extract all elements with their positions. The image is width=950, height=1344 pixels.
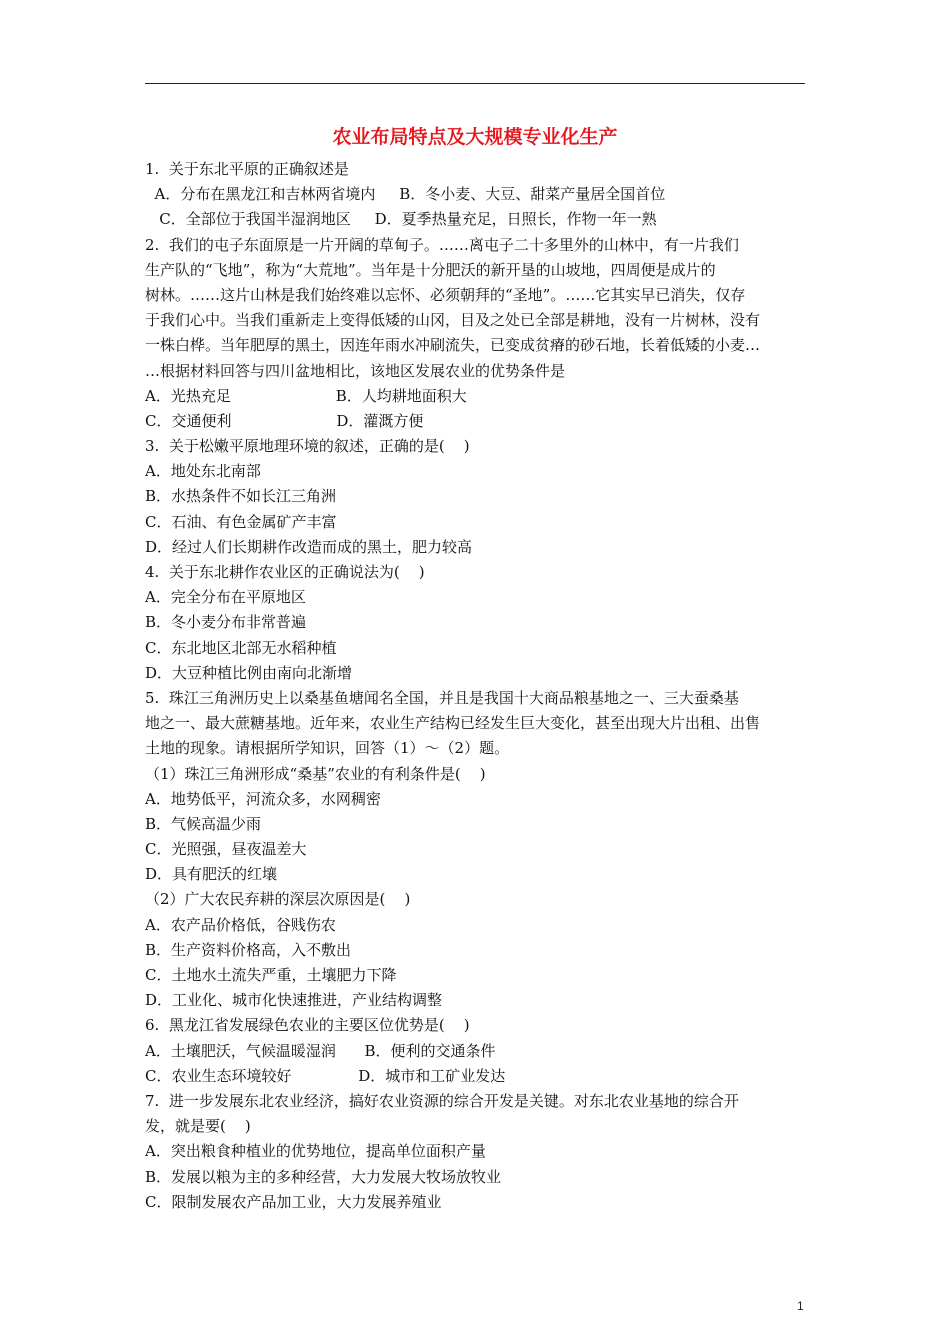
text-line: 树林。……这片山林是我们始终难以忘怀、必须朝拜的“圣地”。……它其实早已消失，仅存 (145, 285, 746, 304)
text-line: （1）珠江三角洲形成“桑基”农业的有利条件是( ) (145, 764, 486, 783)
text-line: A．农产品价格低，谷贱伤农 (145, 915, 336, 934)
text-line: B．水热条件不如长江三角洲 (145, 487, 337, 506)
text-line: A．土壤肥沃，气候温暖湿润 B．便利的交通条件 (145, 1041, 496, 1060)
text-line: A．分布在黑龙江和吉林两省境内 B．冬小麦、大豆、甜菜产量居全国首位 (145, 185, 666, 204)
header-rule (145, 83, 805, 84)
text-line: 1. 关于东北平原的正确叙述是 (145, 160, 349, 178)
text-line: C．东北地区北部无水稻种植 (145, 638, 337, 657)
text-line: 发，就是要( ) (145, 1117, 251, 1136)
text-line: 6. 黑龙江省发展绿色农业的主要区位优势是( ) (145, 1016, 470, 1035)
text-line: A．地处东北南部 (145, 462, 261, 481)
text-line: 于我们心中。当我们重新走上变得低矮的山冈，目及之处已全部是耕地，没有一片树林，没有 (145, 311, 761, 330)
text-line: C．光照强，昼夜温差大 (145, 840, 307, 859)
text-line: D．工业化、城市化快速推进，产业结构调整 (145, 991, 443, 1010)
text-line: C．土地水土流失严重，土壤肥力下降 (145, 966, 397, 984)
text-line: 地之一、最大蔗糖基地。近年来，农业生产结构已经发生巨大变化，甚至出现大片出租、出售 (145, 714, 761, 733)
page-number: 1 (797, 1299, 804, 1313)
text-line: A．光热充足 B．人均耕地面积大 (145, 386, 467, 405)
text-line: C．限制发展农产品加工业，大力发展养殖业 (145, 1192, 442, 1211)
text-line: A．完全分布在平原地区 (145, 588, 306, 607)
page-title: 农业布局特点及大规模专业化生产 (332, 126, 618, 148)
text-line: B．气候高温少雨 (145, 814, 262, 833)
text-line: A．地势低平，河流众多，水网稠密 (145, 789, 381, 808)
text-line: 7. 进一步发展东北农业经济，搞好农业资源的综合开发是关键。对东北农业基地的综合开 (145, 1091, 739, 1110)
text-line: 土地的现象。请根据所学知识，回答（1）～（2）题。 (145, 739, 510, 758)
question-body (145, 157, 807, 1215)
text-line: B．发展以粮为主的多种经营，大力发展大牧场放牧业 (145, 1167, 502, 1186)
text-line: A．突出粮食种植业的优势地位，提高单位面积产量 (145, 1142, 486, 1161)
text-line: D．大豆种植比例由南向北渐增 (145, 663, 353, 682)
text-line: 2. 我们的屯子东面原是一片开阔的草甸子。……离屯子二十多里外的山林中，有一片我们 (145, 235, 739, 254)
text-line: 4. 关于东北耕作农业区的正确说法为( ) (145, 563, 425, 581)
text-line: …根据材料回答与四川盆地相比，该地区发展农业的优势条件是 (145, 361, 566, 380)
text-line: D．经过人们长期耕作改造而成的黑土，肥力较高 (145, 537, 473, 556)
text-line: B．冬小麦分布非常普遍 (145, 613, 307, 632)
text-line: D．具有肥沃的红壤 (145, 865, 278, 884)
text-line: 一株白桦。当年肥厚的黑土，因连年雨水冲刷流失，已变成贫瘠的砂石地，长着低矮的小麦… (145, 336, 761, 355)
text-line: B．生产资料价格高，入不敷出 (145, 940, 352, 959)
text-line: （2）广大农民弃耕的深层次原因是( ) (145, 890, 411, 909)
text-line: C．农业生态环境较好 D．城市和工矿业发达 (145, 1066, 506, 1085)
text-line: 5. 珠江三角洲历史上以桑基鱼塘闻名全国，并且是我国十大商品粮基地之一、三大蚕桑基 (145, 688, 739, 707)
text-line: 生产队的“飞地”，称为“大荒地”。当年是十分肥沃的新开垦的山坡地，四周便是成片的 (145, 260, 716, 279)
text-line: C．交通便利 D．灌溉方便 (145, 411, 424, 430)
text-line: C．石油、有色金属矿产丰富 (145, 512, 337, 531)
text-line: 3. 关于松嫩平原地理环境的叙述，正确的是( ) (145, 437, 470, 456)
text-line: C．全部位于我国半湿润地区 D．夏季热量充足，日照长，作物一年一熟 (145, 210, 657, 229)
